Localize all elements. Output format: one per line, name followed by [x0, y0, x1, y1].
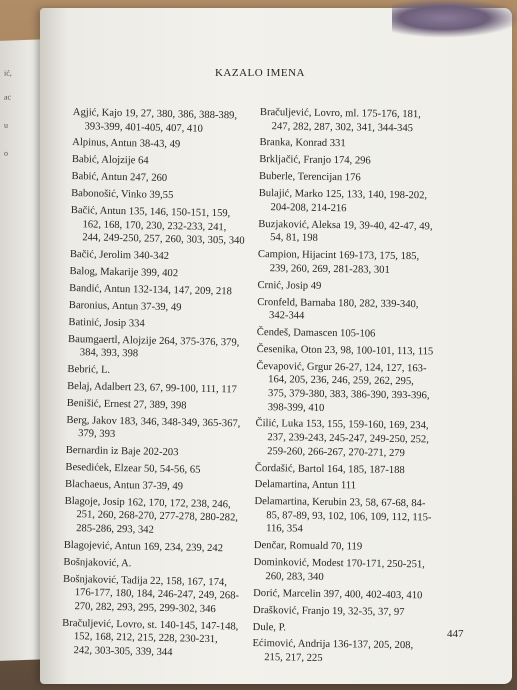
index-entry-name: Delamartina, Antun 111	[254, 479, 357, 492]
index-entry-name: Bandić, Antun 132-134, 147, 209, 218	[69, 282, 232, 298]
index-entry	[68, 316, 248, 333]
index-entry	[257, 343, 453, 359]
index-entry	[64, 539, 244, 556]
index-entry-name: Bačić, Antun 135, 146, 150-151, 159,	[70, 205, 231, 220]
left-page-fragment: o	[4, 148, 8, 158]
index-entry-name: Bebrić, L.	[67, 364, 111, 376]
index-entry-pages: 239, 260, 269, 281-283, 301	[269, 262, 390, 276]
index-entry-name: Dorić, Marcelin 397, 400, 402-403, 410	[253, 587, 423, 602]
index-entry-name: Denčar, Romuald 70, 119	[253, 540, 363, 553]
index-entry	[253, 556, 449, 586]
index-entry	[65, 478, 245, 495]
index-entry-name: Dule, P.	[252, 621, 287, 633]
index-entry-name: Blachaeus, Antun 37-39, 49	[64, 478, 184, 493]
index-entry	[71, 170, 251, 187]
page-number: 447	[447, 628, 464, 640]
index-entry-name: Campion, Hijacint 169-173, 175, 185,	[257, 249, 420, 263]
index-entry	[70, 204, 251, 249]
index-entry-pages: 398-399, 410	[267, 401, 325, 414]
index-entry-name: Ećimović, Andrija 136-137, 205, 208,	[252, 638, 414, 652]
index-entry	[66, 414, 247, 445]
index-column-left	[61, 106, 253, 665]
index-entry-pages: 162, 168, 170, 230, 232-233, 241,	[82, 218, 227, 233]
index-entry-pages: 393-399, 401-405, 407, 410	[84, 120, 203, 135]
index-entry	[68, 333, 249, 364]
index-entry-name: Baronius, Antun 37-39, 49	[68, 299, 182, 314]
index-entry-pages: 54, 81, 198	[270, 232, 318, 245]
index-entry-pages: 260, 283, 340	[265, 570, 324, 583]
index-entry	[253, 620, 449, 636]
index-entry	[66, 444, 246, 461]
index-entry-name: Drašković, Franjo 19, 32-35, 37, 97	[252, 604, 405, 618]
index-entry	[257, 279, 453, 295]
index-entry-name: Brkljačić, Franjo 174, 296	[259, 154, 371, 167]
index-entry	[63, 556, 243, 573]
index-entry-name: Čilić, Luka 153, 155, 159-160, 169, 234,	[255, 418, 429, 432]
index-entry-name: Čendeš, Damascen 105-106	[256, 326, 376, 340]
index-entry	[255, 417, 452, 461]
index-entry	[69, 265, 249, 282]
index-entry-pages: 342-344	[268, 310, 305, 322]
index-entry-pages: 384, 393, 398	[79, 347, 139, 360]
index-entry-pages: 176-177, 180, 184, 246-247, 249, 268-	[74, 587, 240, 602]
index-entry-name: Berg, Jakov 183, 346, 348-349, 365-367,	[66, 414, 241, 430]
index-entry-pages: 204-208, 214-216	[270, 201, 347, 214]
index-entry	[259, 153, 455, 169]
index-entry-name: Blagoje, Josip 162, 170, 172, 238, 246,	[64, 495, 231, 511]
index-entry-name: Benišić, Ernest 27, 389, 398	[66, 397, 187, 412]
index-entry-name: Batinić, Josip 334	[68, 316, 145, 330]
index-entry-name: Belaj, Adalbert 23, 67, 99-100, 111, 117	[67, 380, 237, 396]
index-entry-name: Buzjaković, Aleksa 19, 39-40, 42-47, 49,	[258, 218, 433, 233]
index-entry-name: Bačić, Jerolim 340-342	[69, 249, 170, 263]
index-entry-name: Delamartina, Kerubin 23, 58, 67-68, 84-	[254, 496, 426, 510]
index-entry	[72, 136, 252, 153]
index-entry-pages: 237, 239-243, 245-247, 249-250, 252,	[267, 432, 429, 446]
index-entry-name: Alpinus, Antun 38-43, 49	[72, 137, 181, 151]
index-entry-name: Balog, Makarije 399, 402	[69, 265, 179, 280]
index-entry	[254, 539, 450, 555]
left-page-fragment: u	[4, 120, 8, 130]
index-entry-name: Cronfeld, Barnaba 180, 282, 339-340,	[257, 296, 419, 310]
index-entry-name: Bračuljević, Lovro, st. 140-145, 147-148,	[62, 617, 239, 633]
index-entry	[255, 461, 451, 477]
index-entry-name: Bračuljević, Lovro, ml. 175-176, 181,	[259, 106, 421, 121]
page-heading: KAZALO IMENA	[214, 67, 305, 79]
index-entry-name: Bošnjaković, Tadija 22, 158, 167, 174,	[62, 573, 228, 589]
index-entry-name: Bernardin iz Baje 202-203	[65, 445, 179, 459]
left-page-fragment: ac	[4, 92, 12, 102]
index-entry-pages: 251, 260, 268-270, 277-278, 280-282,	[76, 509, 239, 525]
index-entry-pages: 379, 393	[78, 428, 116, 441]
index-entry-pages: 85, 87-89, 93, 102, 106, 109, 112, 115-	[266, 510, 432, 524]
index-entry-name: Česenika, Oton 23, 98, 100-101, 113, 115	[256, 343, 434, 358]
index-entry	[62, 573, 243, 618]
index-entry	[257, 295, 453, 325]
index-entry	[65, 461, 245, 478]
index-entry-pages: 164, 205, 236, 246, 259, 262, 295,	[268, 374, 414, 388]
index-entry	[70, 248, 250, 265]
index-entry	[260, 106, 456, 136]
index-entry-pages: 244, 249-250, 257, 260, 303, 305, 340	[82, 232, 245, 247]
index-entry	[72, 153, 252, 170]
index-entry	[258, 187, 454, 217]
index-entry	[72, 106, 253, 137]
index-entry-name: Babić, Alojzije 64	[71, 154, 149, 167]
index-entry	[257, 326, 453, 342]
index-entry-name: Branka, Konrad 331	[259, 137, 346, 150]
index-entry	[253, 604, 449, 620]
index-entry-pages: 247, 282, 287, 302, 341, 344-345	[271, 120, 414, 134]
index-entry	[254, 495, 451, 539]
index-entry-pages: 375, 379-380, 383, 386-390, 393-396,	[267, 388, 430, 402]
index-entry	[69, 299, 249, 316]
index-entry-name: Čevapović, Grgur 26-27, 124, 127, 163-	[256, 360, 427, 375]
index-entry-pages: 116, 354	[266, 523, 303, 536]
index-entry	[252, 637, 448, 667]
index-entry-pages: 270, 282, 293, 295, 299-302, 346	[74, 601, 216, 616]
index-column-right	[252, 106, 456, 671]
left-page-fragment: ić,	[4, 68, 12, 78]
index-entry	[67, 380, 247, 397]
index-entry-name: Blagojević, Antun 169, 234, 239, 242	[63, 539, 224, 555]
index-entry	[255, 478, 451, 494]
index-entry	[259, 170, 455, 186]
index-entry-pages: 285-286, 293, 342	[76, 523, 154, 536]
index-entry-name: Besedićek, Elzear 50, 54-56, 65	[65, 462, 201, 476]
index-entry-name: Buberle, Terencijan 176	[258, 171, 361, 184]
index-entry	[71, 187, 251, 204]
index-entry-pages: 152, 168, 212, 215, 228, 230-231,	[73, 631, 218, 646]
index-entry-name: Čordašić, Bartol 164, 185, 187-188	[254, 462, 405, 476]
index-entry	[67, 397, 247, 414]
index-entry	[67, 363, 247, 380]
index-entry	[259, 136, 455, 152]
index-entry	[253, 587, 449, 603]
flower-decoration	[392, 0, 517, 38]
index-entry-name: Dominković, Modest 170-171, 250-251,	[253, 557, 425, 571]
index-entry-name: Baumgaertl, Alojzije 264, 375-376, 379,	[68, 333, 240, 349]
index-entry	[61, 617, 242, 662]
index-entry-name: Agjić, Kajo 19, 27, 380, 386, 388-389,	[72, 106, 238, 122]
index-entry-pages: 215, 217, 225	[264, 652, 323, 664]
index-entry-name: Babić, Antun 247, 260	[71, 171, 168, 185]
index-entry-pages: 259-260, 266-267, 270-271, 279	[267, 445, 405, 459]
index-entry-name: Babonošić, Vinko 39,55	[71, 188, 174, 202]
index-entry	[69, 282, 249, 299]
index-entry-name: Crnić, Josip 49	[257, 279, 322, 292]
index-entry	[64, 495, 245, 540]
index-entry-name: Bošnjaković, A.	[63, 556, 132, 570]
index-entry	[256, 360, 453, 417]
index-entry	[258, 248, 454, 278]
index-entry-pages: 242, 303-305, 339, 344	[73, 645, 173, 659]
index-entry	[258, 218, 454, 248]
index-entry-name: Bulajić, Marko 125, 133, 140, 198-202,	[258, 188, 428, 202]
